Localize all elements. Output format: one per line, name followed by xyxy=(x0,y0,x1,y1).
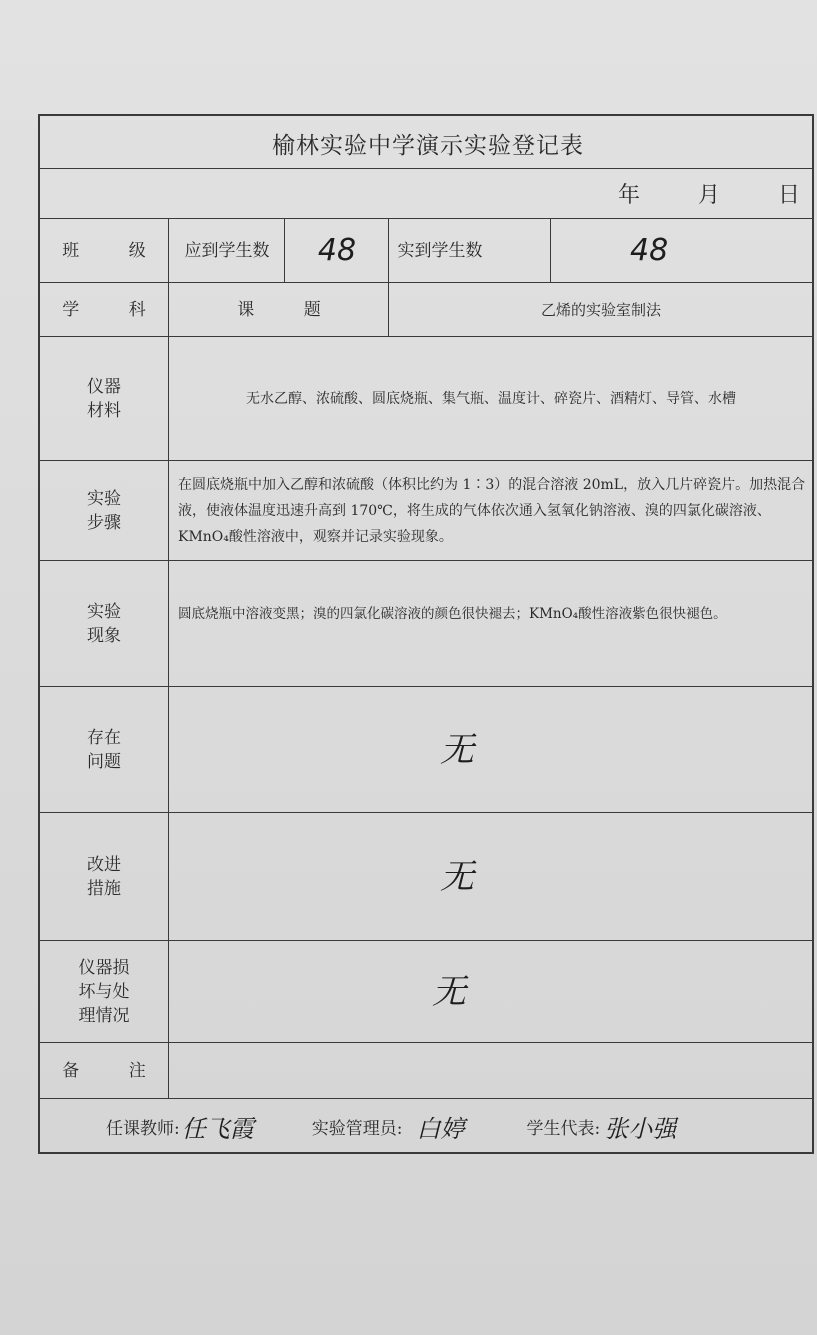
steps-label-line2: 步骤 xyxy=(87,513,121,533)
month-label: 月 xyxy=(697,183,720,208)
damage-label-line1: 仪器损 xyxy=(78,958,130,978)
steps-label-line1: 实验 xyxy=(87,489,121,509)
teacher-signature: 任飞霞 xyxy=(181,1114,254,1143)
steps-value: 在圆底烧瓶中加入乙醇和浓硫酸（体积比约为 1∶3）的混合溶液 20mL，放入几片碎瓷片。加热混合液，使液体温度迅速升高到 170℃，将生成的气体依次通入氢氧化钠溶液、溴的四氯化碳溶液、KMnO₄酸性溶液中，观察并记录实验现象。 xyxy=(178,477,806,545)
col-divider xyxy=(550,218,551,282)
col-divider xyxy=(388,218,389,336)
row-divider xyxy=(40,940,812,941)
phenomena-label-line2: 现象 xyxy=(87,626,121,646)
materials-label-line2: 材料 xyxy=(87,401,121,421)
materials-label xyxy=(40,338,168,460)
subject-label: 学 科 xyxy=(62,300,168,320)
remarks-label: 备 注 xyxy=(62,1061,168,1081)
actual-students-value: 48 xyxy=(630,233,669,268)
remarks-value xyxy=(170,1044,812,1098)
problems-label-line1: 存在 xyxy=(87,728,121,748)
row-divider xyxy=(40,218,812,219)
row-divider xyxy=(40,336,812,337)
damage-value: 无 xyxy=(432,972,466,1012)
damage-label-line2: 坏与处 xyxy=(78,982,130,1002)
improvements-label-line1: 改进 xyxy=(87,855,121,875)
col-divider xyxy=(284,218,285,282)
manager-label: 实验管理员: xyxy=(311,1118,403,1139)
topic-value: 乙烯的实验室制法 xyxy=(540,301,661,319)
improvements-value: 无 xyxy=(440,857,474,897)
date-line xyxy=(618,178,800,209)
row-divider xyxy=(40,460,812,461)
col-divider xyxy=(168,218,169,1098)
improvements-label-line2: 措施 xyxy=(87,879,121,899)
materials-value: 无水乙醇、浓硫酸、圆底烧瓶、集气瓶、温度计、碎瓷片、酒精灯、导管、水槽 xyxy=(246,390,736,407)
row-divider xyxy=(40,1098,812,1099)
row-divider xyxy=(40,686,812,687)
class-label: 班 级 xyxy=(62,241,168,261)
student-signature: 张小强 xyxy=(604,1114,677,1143)
problems-label-line2: 问题 xyxy=(87,752,121,772)
expected-students-label: 应到学生数 xyxy=(184,241,270,261)
steps-label xyxy=(40,462,168,560)
form-title: 榆林实验中学演示实验登记表 xyxy=(272,132,584,159)
expected-students-value: 48 xyxy=(317,233,357,268)
phenomena-value: 圆底烧瓶中溶液变黑；溴的四氯化碳溶液的颜色很快褪去；KMnO₄酸性溶液紫色很快褪色。 xyxy=(178,606,727,622)
damage-label xyxy=(40,942,168,1042)
row-divider xyxy=(40,1042,812,1043)
improvements-label xyxy=(40,814,168,940)
manager-signature: 白婷 xyxy=(416,1114,465,1143)
damage-label-line3: 理情况 xyxy=(78,1006,130,1026)
day-label: 日 xyxy=(777,183,800,208)
topic-label: 课 题 xyxy=(237,300,343,320)
row-divider xyxy=(40,812,812,813)
student-label: 学生代表: xyxy=(526,1118,601,1139)
materials-label-line1: 仪器 xyxy=(87,377,121,397)
row-divider xyxy=(40,282,812,283)
row-divider xyxy=(40,560,812,561)
problems-label xyxy=(40,688,168,812)
registration-form xyxy=(38,114,814,1154)
signature-bar xyxy=(40,1100,816,1152)
phenomena-label xyxy=(40,562,168,686)
problems-value: 无 xyxy=(440,730,474,770)
teacher-label: 任课教师: xyxy=(106,1118,180,1139)
phenomena-label-line1: 实验 xyxy=(87,602,121,622)
year-label: 年 xyxy=(617,183,640,208)
actual-students-label: 实到学生数 xyxy=(397,241,483,261)
